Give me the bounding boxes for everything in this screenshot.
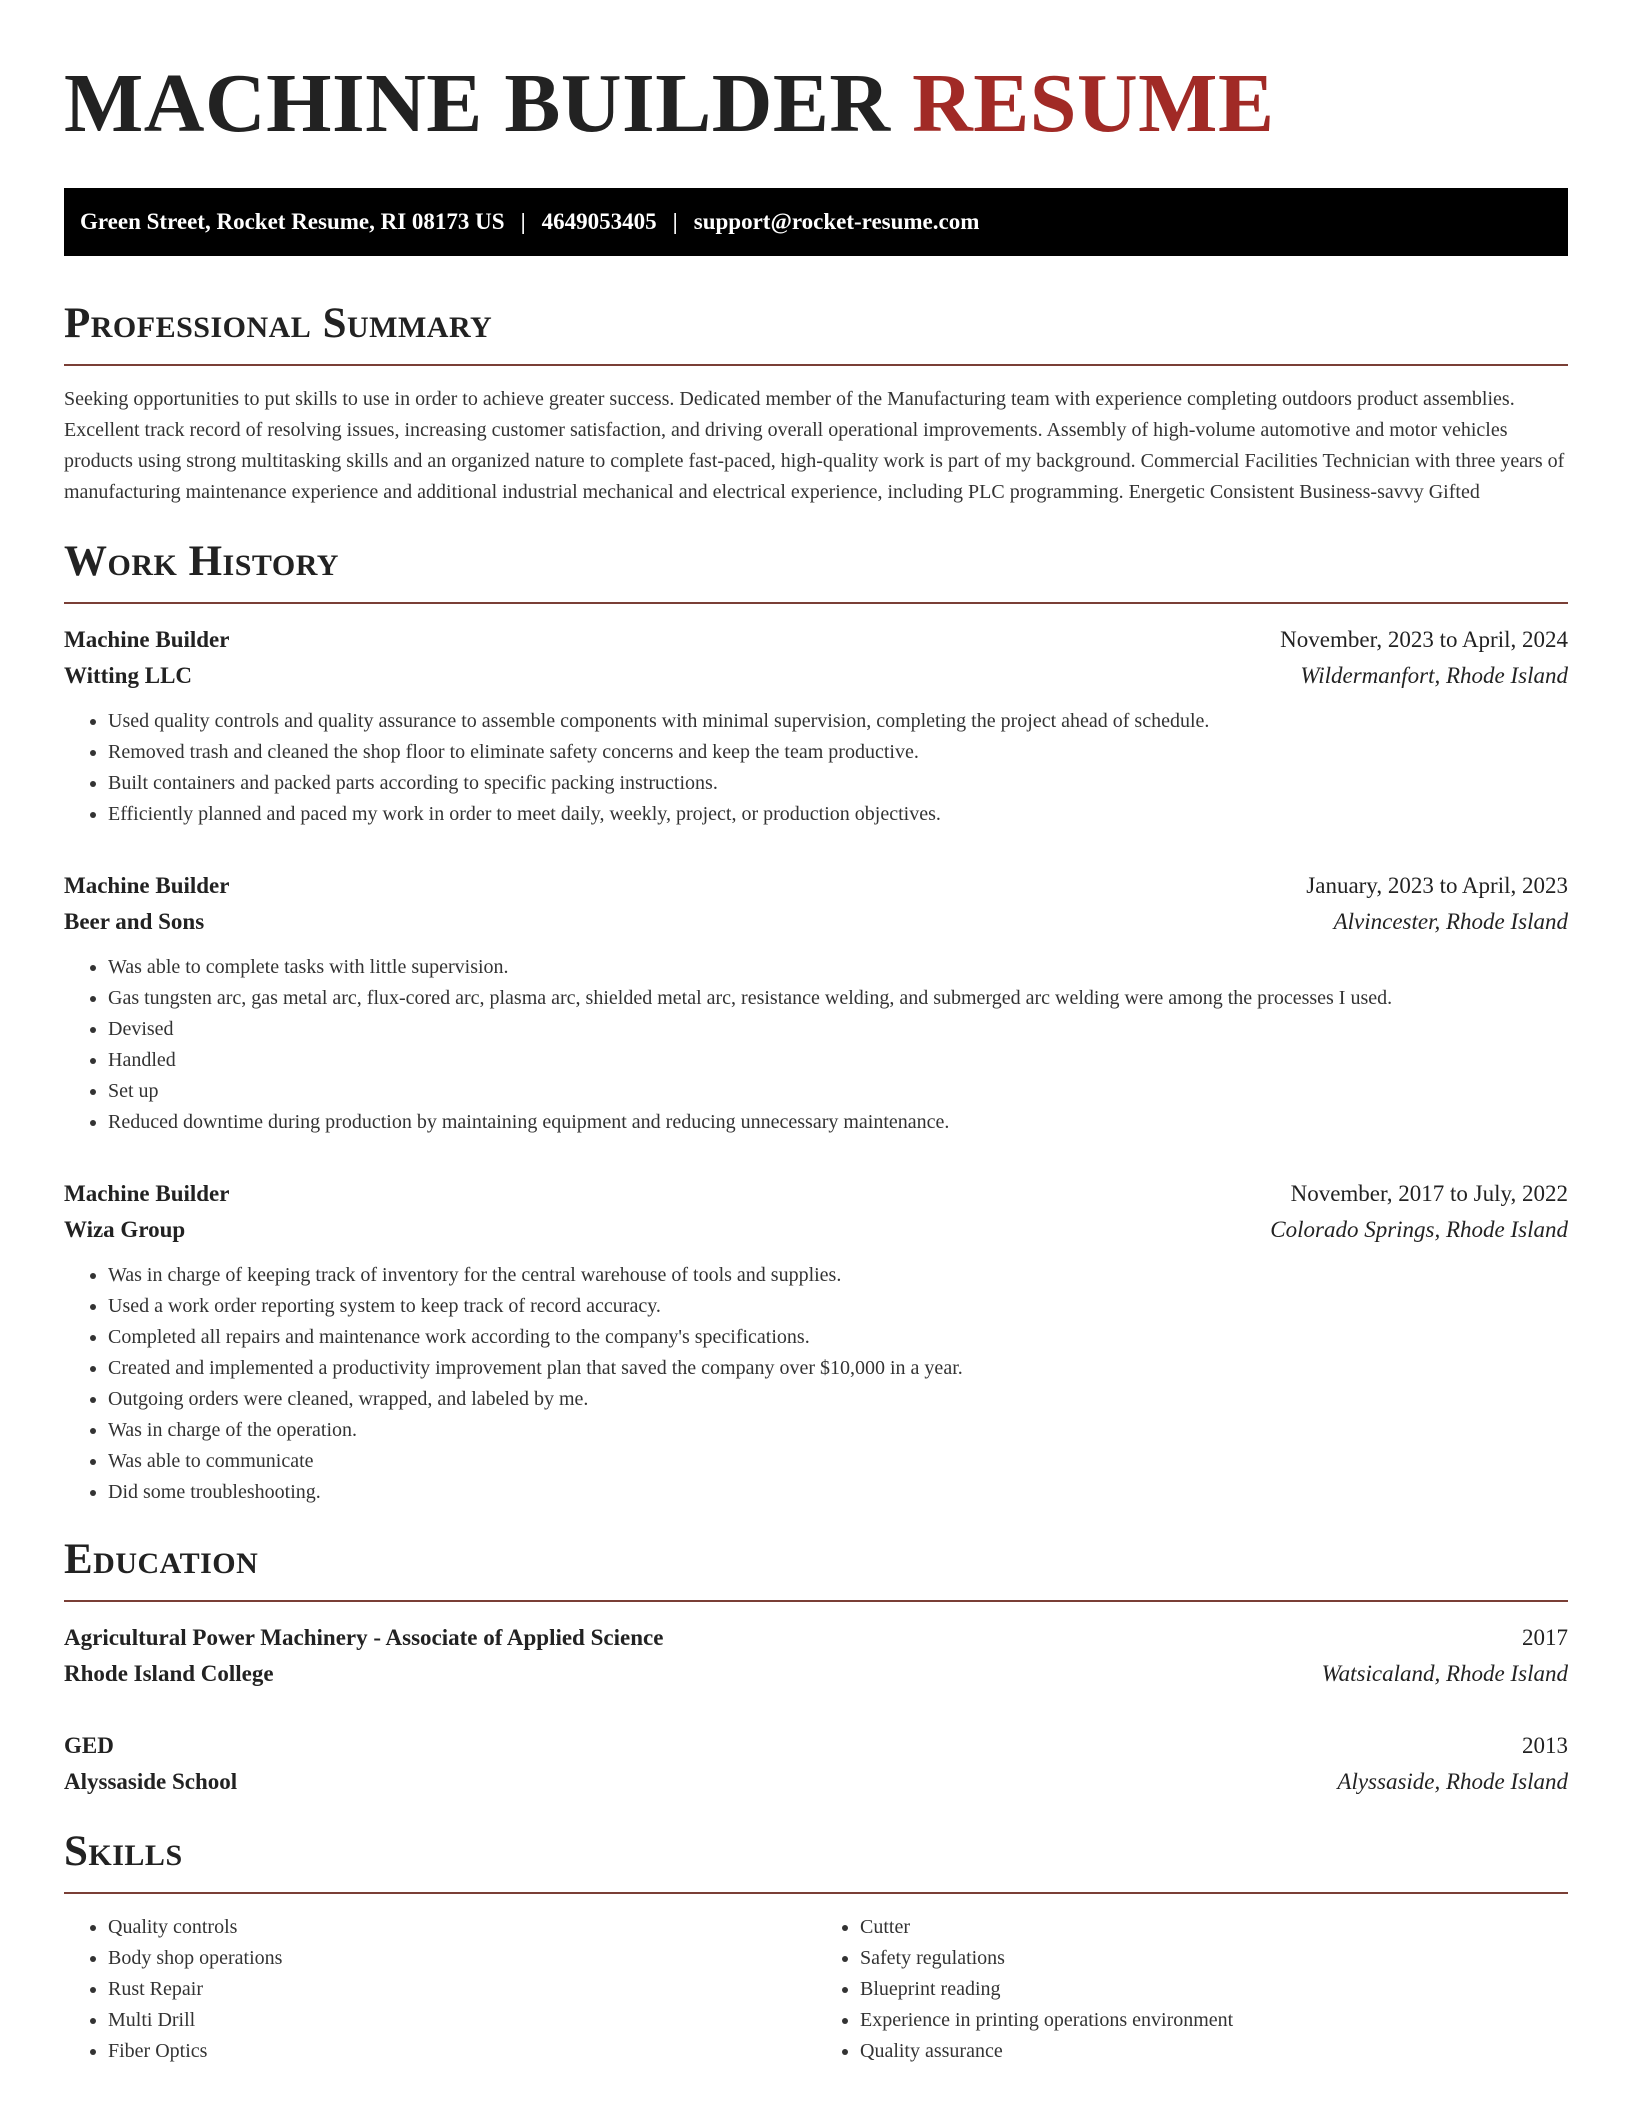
contact-separator: | [672, 209, 678, 234]
job-duty: • Built containers and packed parts according to specific packing instructions. [108, 768, 1568, 799]
education-entry [64, 1728, 1568, 1800]
job-duty: • Outgoing orders were cleaned, wrapped, and labeled by me. [108, 1384, 1568, 1415]
education-school: Alyssaside School [64, 1769, 238, 1794]
skill-item: • Quality assurance [860, 2036, 1568, 2067]
title-accent: RESUME [912, 57, 1275, 150]
job-duty: • Devised [108, 1014, 1568, 1045]
job-entry [64, 868, 1568, 1138]
education-degree: GED [64, 1733, 114, 1758]
job-duty: • Was able to communicate [108, 1446, 1568, 1477]
summary-heading: Professional Summary [64, 300, 493, 347]
job-location: Wildermanfort, Rhode Island [1300, 663, 1568, 688]
skill-item: • Blueprint reading [860, 1974, 1568, 2005]
job-location: Alvincester, Rhode Island [1333, 909, 1568, 934]
job-duty: • Did some troubleshooting. [108, 1477, 1568, 1508]
summary-section [64, 298, 1568, 508]
education-location: Watsicaland, Rhode Island [1321, 1661, 1568, 1686]
education-location: Alyssaside, Rhode Island [1337, 1769, 1568, 1794]
skill-item: • Body shop operations [108, 1943, 816, 1974]
job-duty: • Set up [108, 1076, 1568, 1107]
section-divider [64, 1892, 1568, 1894]
job-duty: • Completed all repairs and maintenance work according to the company's specifications. [108, 1322, 1568, 1353]
skill-item: • Safety regulations [860, 1943, 1568, 1974]
job-company: Wiza Group [64, 1217, 186, 1242]
job-company: Witting LLC [64, 663, 193, 688]
education-heading: Education [64, 1536, 259, 1583]
job-duty: • Used a work order reporting system to keep track of record accuracy. [108, 1291, 1568, 1322]
skills-heading: Skills [64, 1828, 183, 1875]
contact-separator: | [520, 209, 526, 234]
education-year: 2017 [1522, 1625, 1568, 1650]
skill-item: • Multi Drill [108, 2005, 816, 2036]
job-title: Machine Builder [64, 1181, 230, 1206]
skills-section [64, 1826, 1568, 2067]
contact-phone: 4649053405 [541, 209, 657, 234]
job-duty: • Efficiently planned and paced my work in order to meet daily, weekly, project, or production objectives. [108, 799, 1568, 830]
section-divider [64, 602, 1568, 604]
job-duty: • Gas tungsten arc, gas metal arc, flux-cored arc, plasma arc, shielded metal arc, resistance welding, and submerged arc welding were among the processes I used. [108, 983, 1568, 1014]
job-location: Colorado Springs, Rhode Island [1270, 1217, 1568, 1242]
job-duties [64, 1260, 1568, 1508]
work-history-section [64, 536, 1568, 1508]
job-title: Machine Builder [64, 873, 230, 898]
job-duties [64, 952, 1568, 1138]
resume-title [64, 56, 1568, 152]
job-duty: • Removed trash and cleaned the shop floor to eliminate safety concerns and keep the team productive. [108, 737, 1568, 768]
job-duty: • Used quality controls and quality assurance to assemble components with minimal supervision, completing the project ahead of schedule. [108, 706, 1568, 737]
education-year: 2013 [1522, 1733, 1568, 1758]
job-duty: • Was in charge of keeping track of inventory for the central warehouse of tools and supplies. [108, 1260, 1568, 1291]
job-title: Machine Builder [64, 627, 230, 652]
education-entry [64, 1620, 1568, 1692]
section-divider [64, 1600, 1568, 1602]
title-main: MACHINE BUILDER [64, 57, 891, 150]
skills-list-right [816, 1912, 1568, 2067]
contact-address: Green Street, Rocket Resume, RI 08173 US [80, 209, 505, 234]
job-duties [64, 706, 1568, 830]
education-school: Rhode Island College [64, 1661, 274, 1686]
skill-item: • Quality controls [108, 1912, 816, 1943]
skill-item: • Rust Repair [108, 1974, 816, 2005]
job-entry [64, 1176, 1568, 1508]
job-dates: January, 2023 to April, 2023 [1306, 873, 1568, 898]
job-dates: November, 2023 to April, 2024 [1280, 627, 1568, 652]
section-divider [64, 364, 1568, 366]
skill-item: • Experience in printing operations environment [860, 2005, 1568, 2036]
contact-bar [64, 188, 1568, 256]
job-duty: • Reduced downtime during production by maintaining equipment and reducing unnecessary maintenance. [108, 1107, 1568, 1138]
job-duty: • Was in charge of the operation. [108, 1415, 1568, 1446]
job-duty: • Handled [108, 1045, 1568, 1076]
job-dates: November, 2017 to July, 2022 [1290, 1181, 1568, 1206]
skills-columns [64, 1912, 1568, 2067]
work-history-heading: Work History [64, 538, 339, 585]
education-degree: Agricultural Power Machinery - Associate of Applied Science [64, 1625, 664, 1650]
job-duty: • Was able to complete tasks with little supervision. [108, 952, 1568, 983]
contact-email: support@rocket-resume.com [693, 209, 980, 234]
skills-list-left [64, 1912, 816, 2067]
education-section [64, 1534, 1568, 1800]
skill-item: • Fiber Optics [108, 2036, 816, 2067]
job-entry [64, 622, 1568, 830]
job-company: Beer and Sons [64, 909, 205, 934]
job-duty: • Created and implemented a productivity improvement plan that saved the company over $10,000 in a year. [108, 1353, 1568, 1384]
summary-text: Seeking opportunities to put skills to use in order to achieve greater success. Dedicated member of the Manufacturing team with experience completing outdoors product assemblies. Excellent track record of resolving issues, increasing customer satisfaction, and driving overall operational improvements. Assembly of high-volume automotive and motor vehicles products using strong multitasking skills and an organized nature to complete fast-paced, high-quality work is part of my background. Commercial Facilities Technician with three years of manufacturing maintenance experience and additional industrial mechanical and electrical experience, including PLC programming. Energetic Consistent Business-savvy Gifted [64, 388, 1565, 503]
skill-item: • Cutter [860, 1912, 1568, 1943]
